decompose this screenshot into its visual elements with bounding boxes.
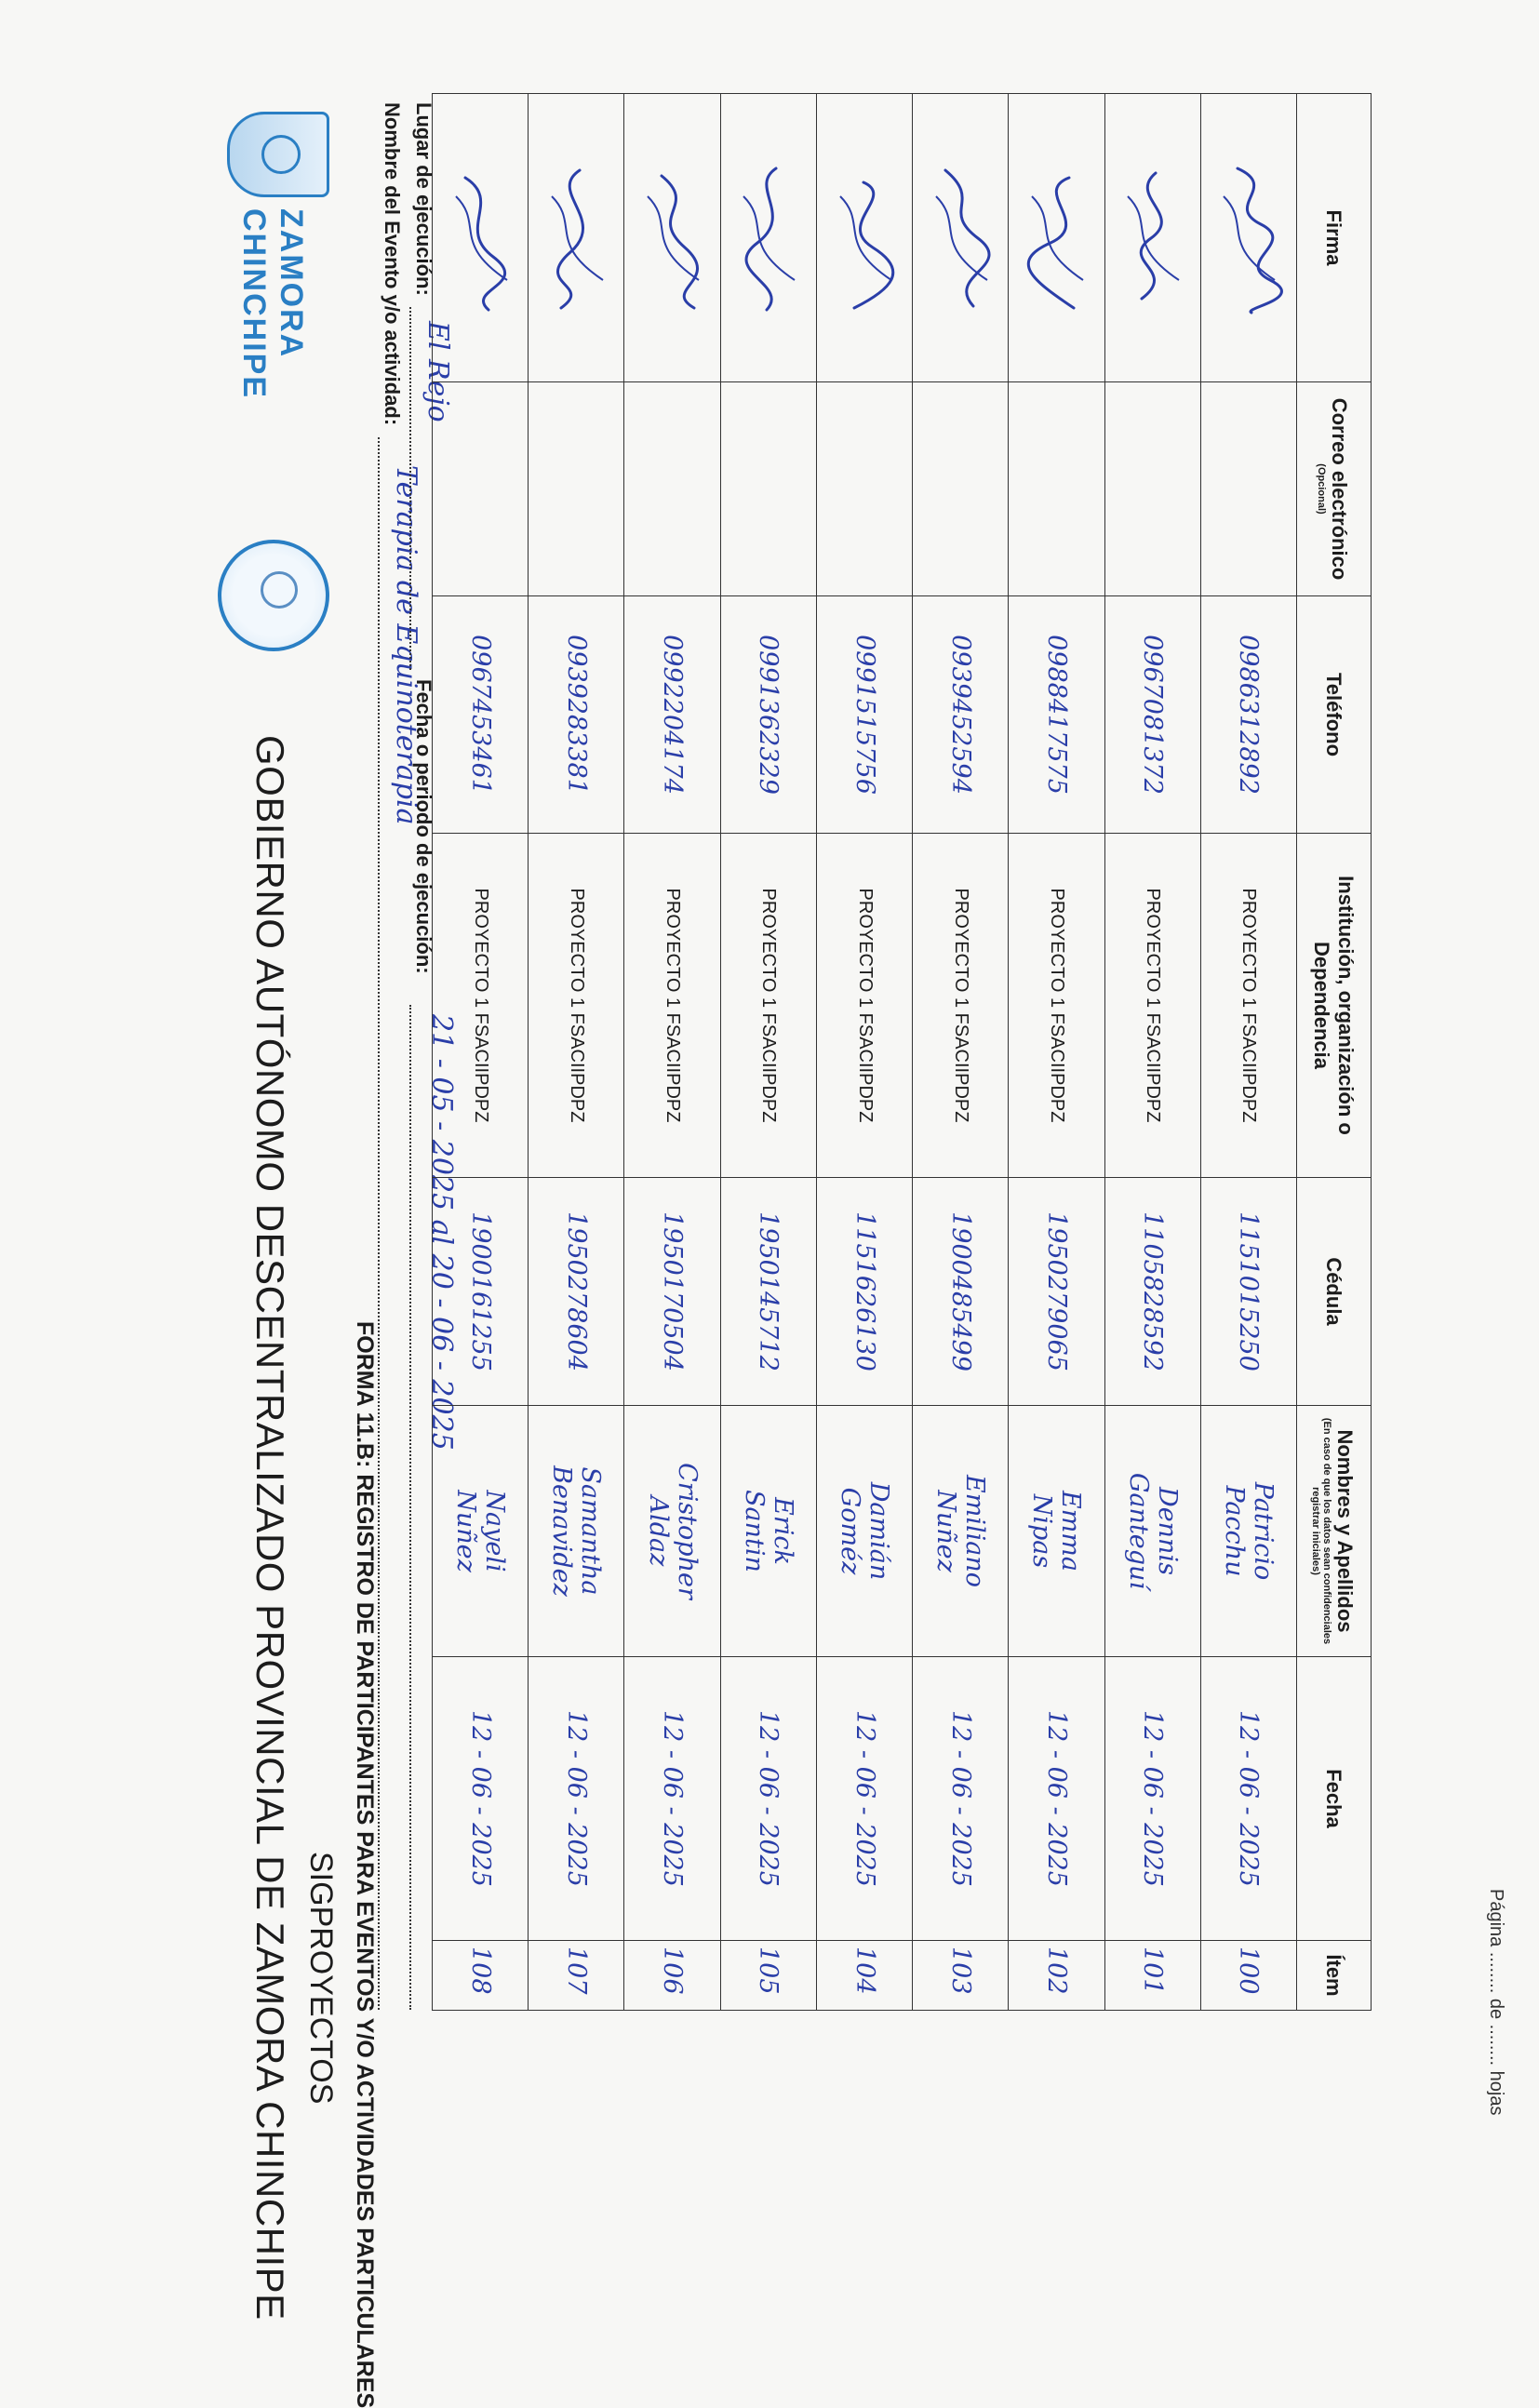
row-nombre-first: Samantha [576,1466,606,1596]
row-firma [529,94,624,382]
row-fecha: 12 - 06 - 2025 [913,1657,1009,1941]
row-correo [913,382,1009,596]
row-item: 105 [720,1941,816,2011]
row-nombre-first: Emiliano [960,1475,990,1587]
header-correo [1297,382,1372,596]
signature-icon [638,159,713,317]
row-institucion: PROYECTO 1 FSACIIPDPZ [1009,834,1104,1178]
row-nombre [624,1406,720,1657]
row-telefono: 0986312892 [1200,596,1296,834]
row-nombre [720,1406,816,1657]
row-correo [720,382,816,596]
row-firma [720,94,816,382]
header-item: Ítem [1297,1941,1372,2011]
row-telefono: 0939283381 [529,596,624,834]
table-row [1009,94,1104,2011]
row-item: 106 [624,1941,720,2011]
row-item: 102 [1009,1941,1104,2011]
period-value: 21 - 05 - 2025 al 20 - 06 - 2025 [425,1014,458,1451]
row-institucion: PROYECTO 1 FSACIIPDPZ [1104,834,1200,1178]
row-item: 108 [433,1941,529,2011]
row-telefono: 0939452594 [913,596,1009,834]
signature-icon [542,159,617,317]
row-telefono: 0991362329 [720,596,816,834]
header-nombres-note: (En caso de que los datos sean confidenciales registrar iniciales) [1310,1417,1333,1645]
row-fecha: 12 - 06 - 2025 [529,1657,624,1941]
row-nombre-first: Emma [1056,1490,1086,1572]
row-item: 104 [816,1941,912,2011]
place-value: El Rejo [422,321,454,422]
event-name-value: Terapia de Equinoterapia [390,465,422,825]
form-title: FORMA 11.B: REGISTRO DE PARTICIPANTES PARA EVENTOS Y/O ACTIVIDADES PARTICULARES [352,1321,378,2408]
row-nombre [1009,1406,1104,1657]
row-institucion: PROYECTO 1 FSACIIPDPZ [529,834,624,1178]
row-firma [1009,94,1104,382]
header-fecha: Fecha [1297,1657,1372,1941]
row-cedula: 1950145712 [720,1178,816,1406]
period-line [409,1005,411,2010]
row-nombre-first: Dennis [1152,1487,1182,1575]
row-firma [1200,94,1296,382]
signature-icon [1023,159,1097,317]
row-telefono: 0992204174 [624,596,720,834]
row-nombre-first: Erick [768,1497,797,1565]
row-cedula: 1950279065 [1009,1178,1104,1406]
row-nombre [1104,1406,1200,1657]
row-item: 101 [1104,1941,1200,2011]
row-institucion: PROYECTO 1 FSACIIPDPZ [720,834,816,1178]
logo-word-chinchipe: CHINCHIPE [236,208,272,400]
row-nombre-first: Nayeli [480,1490,510,1572]
place-label: Lugar de ejecución: [412,102,435,296]
logo-emblem-icon [227,112,329,197]
event-name-label: Nombre del Evento y/o actividad: [381,102,404,426]
row-cedula: 1950170504 [624,1178,720,1406]
row-item: 103 [913,1941,1009,2011]
row-nombre-last: Goméz [836,1487,865,1575]
row-nombre-last: Ganteguí [1123,1472,1153,1590]
row-cedula: 1151015250 [1200,1178,1296,1406]
signature-icon [734,159,809,317]
row-fecha: 12 - 06 - 2025 [1200,1657,1296,1941]
row-institucion: PROYECTO 1 FSACIIPDPZ [816,834,912,1178]
row-nombre [433,1406,529,1657]
header-correo-label: Correo electrónico [1328,397,1352,581]
subtitle: SIGPROYECTOS [303,1852,339,2105]
row-nombre-last: Pacchu [1219,1485,1249,1577]
row-fecha: 12 - 06 - 2025 [1009,1657,1104,1941]
row-telefono: 0991515756 [816,596,912,834]
header-correo-note: (Opcional) [1316,463,1328,515]
row-firma [1104,94,1200,382]
signature-icon [447,159,521,317]
row-nombre-last: Nipas [1027,1493,1057,1569]
row-nombre [816,1406,912,1657]
row-nombre-first: Cristopher [672,1463,702,1599]
row-correo [624,382,720,596]
row-nombre-last: Nuñez [931,1490,961,1572]
row-nombre-last: Nuñez [451,1490,481,1572]
row-firma [433,94,529,382]
event-name-line [378,437,380,2010]
row-cedula: 1950278604 [529,1178,624,1406]
seal-icon [199,530,339,670]
period-label: Fecha o periodo de ejecución: [412,679,435,974]
table-row [433,94,529,2011]
table-row [913,94,1009,2011]
row-correo [1200,382,1296,596]
row-firma [816,94,912,382]
header-nombres [1297,1406,1372,1657]
row-fecha: 12 - 06 - 2025 [816,1657,912,1941]
row-institucion: PROYECTO 1 FSACIIPDPZ [624,834,720,1178]
government-title: GOBIERNO AUTÓNOMO DESCENTRALIZADO PROVINCIAL DE ZAMORA CHINCHIPE [248,735,292,2321]
row-nombre-first: Damián [864,1481,894,1581]
zamora-chinchipe-logo [199,112,339,409]
row-firma [624,94,720,382]
row-correo [816,382,912,596]
row-cedula: 1151626130 [816,1178,912,1406]
row-cedula: 1900485499 [913,1178,1009,1406]
row-nombre-last: Santin [739,1490,769,1572]
signature-icon [1214,159,1289,317]
table-row [529,94,624,2011]
header-nombres-label: Nombres y Apellidos [1333,1429,1358,1633]
signature-icon [927,159,1001,317]
header-firma: Firma [1297,94,1372,382]
row-institucion: PROYECTO 1 FSACIIPDPZ [913,834,1009,1178]
table-row [1200,94,1296,2011]
participants-table [432,93,1372,2011]
row-telefono: 0967081372 [1104,596,1200,834]
row-fecha: 12 - 06 - 2025 [624,1657,720,1941]
row-fecha: 12 - 06 - 2025 [1104,1657,1200,1941]
row-telefono: 0967453461 [433,596,529,834]
row-fecha: 12 - 06 - 2025 [433,1657,529,1941]
row-correo [1009,382,1104,596]
row-correo [1104,382,1200,596]
table-row [624,94,720,2011]
row-item: 107 [529,1941,624,2011]
row-nombre [1200,1406,1296,1657]
row-telefono: 0988417575 [1009,596,1104,834]
row-institucion: PROYECTO 1 FSACIIPDPZ [433,834,529,1178]
row-item: 100 [1200,1941,1296,2011]
row-nombre-last: Benavidez [547,1465,577,1597]
place-line [409,307,411,670]
row-nombre [913,1406,1009,1657]
table-row [816,94,912,2011]
row-cedula: 1900161255 [433,1178,529,1406]
row-nombre-first: Patricio [1248,1481,1278,1581]
row-firma [913,94,1009,382]
row-nombre-last: Aldaz [643,1495,673,1567]
row-fecha: 12 - 06 - 2025 [720,1657,816,1941]
row-institucion: PROYECTO 1 FSACIIPDPZ [1200,834,1296,1178]
row-nombre [529,1406,624,1657]
header-cedula: Cédula [1297,1178,1372,1406]
table-row [1104,94,1200,2011]
table-row [720,94,816,2011]
header-telefono: Teléfono [1297,596,1372,834]
header-institucion: Institución, organización o Dependencia [1297,834,1372,1178]
logo-word-zamora: ZAMORA [274,208,309,359]
signature-icon [831,159,905,317]
page-count-footer: Página ........ de ........ hojas [1486,1889,1506,2116]
row-correo [529,382,624,596]
row-correo [433,382,529,596]
signature-icon [1118,159,1193,317]
row-cedula: 1105828592 [1104,1178,1200,1406]
